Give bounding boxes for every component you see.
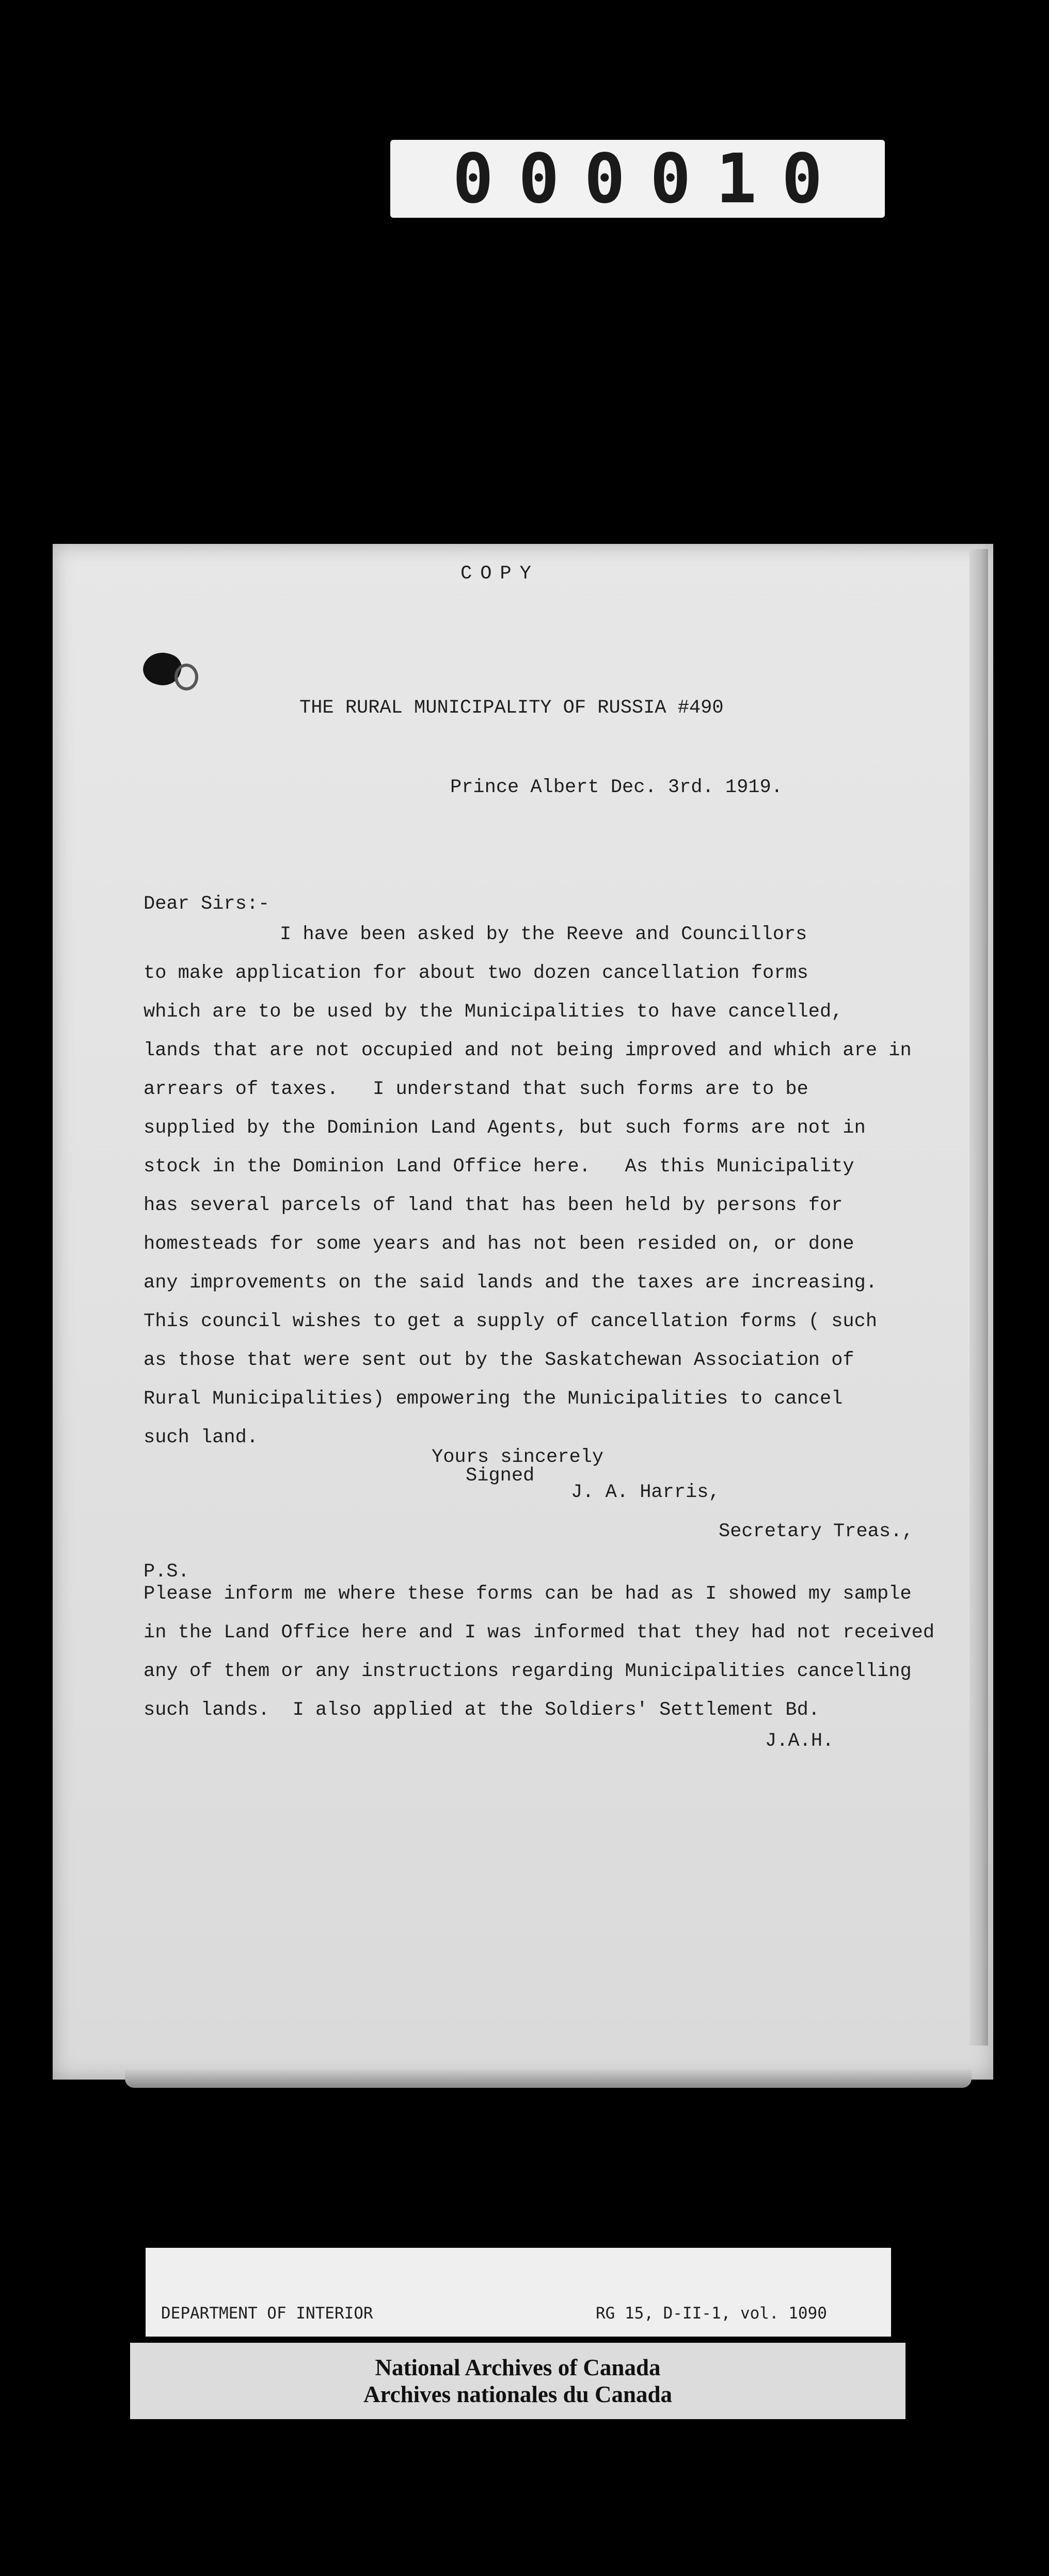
body-line: homesteads for some years and has not been resided on, or done <box>144 1233 854 1255</box>
department-label <box>146 2248 891 2337</box>
body-line: which are to be used by the Municipalities to have cancelled, <box>144 1001 843 1023</box>
archives-label <box>130 2343 905 2419</box>
salutation: Dear Sirs:- <box>144 893 270 915</box>
ps-line: Please inform me where these forms can be had as I showed my sample <box>144 1583 912 1605</box>
municipality-title: THE RURAL MUNICIPALITY OF RUSSIA #490 <box>299 697 724 719</box>
ps-label: P.S. <box>144 1561 189 1583</box>
body-line: to make application for about two dozen cancellation forms <box>144 962 808 984</box>
body-line: as those that were sent out by the Saskatchewan Association of <box>144 1349 854 1371</box>
body-line: Rural Municipalities) empowering the Municipalities to cancel <box>144 1388 843 1410</box>
closing-sincerely: Yours sincerely <box>432 1446 604 1468</box>
ps-initials: J.A.H. <box>765 1730 834 1752</box>
ps-line: in the Land Office here and I was informed that they had not received <box>144 1622 935 1644</box>
copy-label: COPY <box>460 563 539 585</box>
ink-ring <box>174 664 198 690</box>
archives-name-en: National Archives of Canada <box>375 2355 661 2380</box>
ps-line: any of them or any instructions regarding Municipalities cancelling <box>144 1661 912 1682</box>
archives-name-fr: Archives nationales du Canada <box>363 2381 673 2407</box>
frame-number: 000010 <box>452 139 848 219</box>
place-date: Prince Albert Dec. 3rd. 1919. <box>450 777 783 798</box>
letter-page <box>53 544 993 2080</box>
body-line: supplied by the Dominion Land Agents, but such forms are not in <box>144 1117 866 1139</box>
postscript <box>144 1575 980 1730</box>
body-line: This council wishes to get a supply of cancellation forms ( such <box>144 1311 878 1332</box>
body-line: lands that are not occupied and not being improved and which are in <box>144 1040 912 1061</box>
frame-number-strip <box>390 140 885 218</box>
department-en: DEPARTMENT OF INTERIOR <box>161 2304 373 2323</box>
signatory-name: J. A. Harris, <box>571 1482 720 1503</box>
body-line: arrears of taxes. I understand that such forms are to be <box>144 1078 808 1100</box>
body-line: stock in the Dominion Land Office here. As this Municipality <box>144 1156 854 1178</box>
body-line: I have been asked by the Reeve and Councillors <box>280 924 807 945</box>
letter-body <box>144 915 980 1457</box>
closing-signed: Signed <box>466 1465 535 1487</box>
body-line: has several parcels of land that has been held by persons for <box>144 1195 843 1216</box>
signatory-title: Secretary Treas., <box>719 1521 914 1542</box>
body-line: any improvements on the said lands and the taxes are increasing. <box>144 1272 878 1294</box>
record-group-reference: RG 15, D-II-1, vol. 1090 <box>596 2304 827 2323</box>
body-line: such land. <box>144 1427 259 1448</box>
page-edge-bottom <box>125 2069 972 2088</box>
ps-line: such lands. I also applied at the Soldiers' Settlement Bd. <box>144 1699 820 1721</box>
